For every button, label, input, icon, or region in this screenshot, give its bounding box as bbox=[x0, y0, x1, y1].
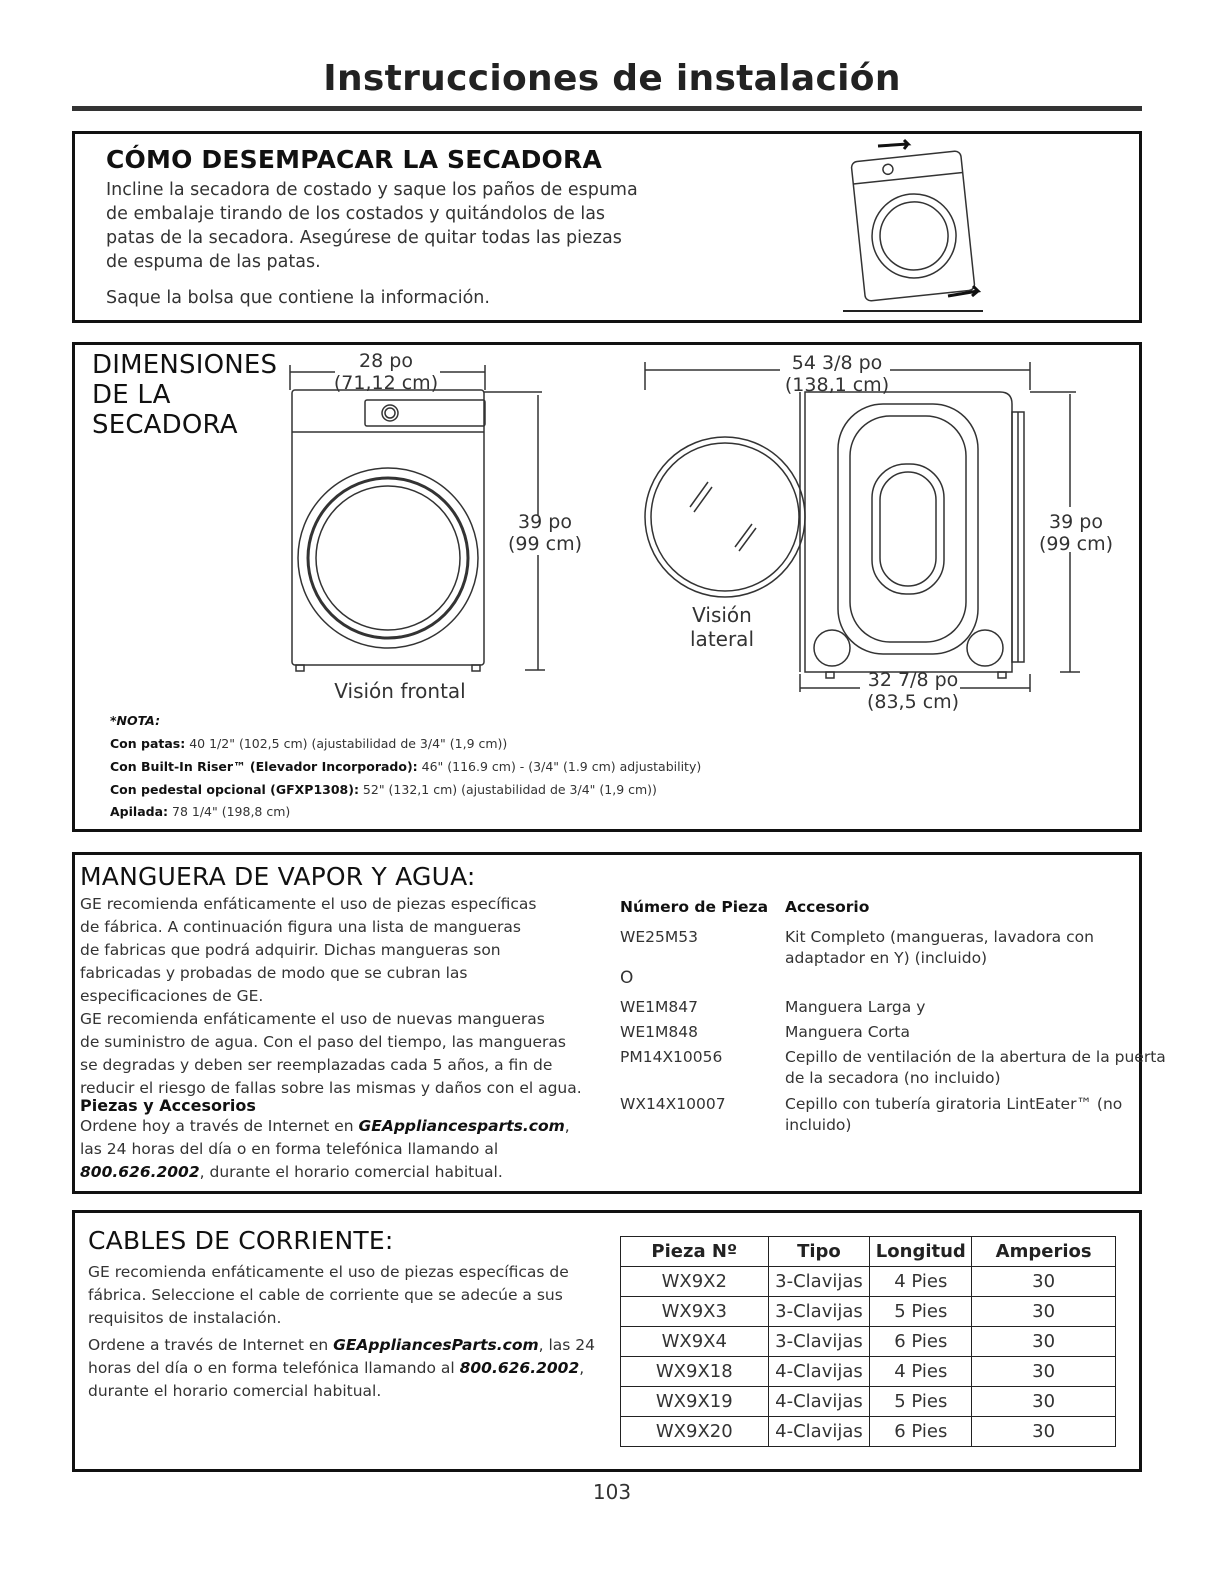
parts-column-header: Número de Pieza bbox=[620, 898, 769, 916]
side-view-caption: Visión lateral bbox=[690, 603, 754, 651]
hose-order-text: Ordene hoy a través de Internet en GEAppliancesparts.com, las 24 horas del día o en forma telefónica llamando al 800.626.2002, durante el horario comercial habitual. bbox=[80, 1117, 570, 1181]
table-row: WX9X2 3-Clavijas 4 Pies 30 bbox=[621, 1267, 1116, 1297]
part-number: WE1M847 bbox=[620, 998, 698, 1016]
hose-heading: MANGUERA DE VAPOR Y AGUA: bbox=[80, 862, 476, 891]
note-line: Con pedestal opcional (GFXP1308): 52" (132,1 cm) (ajustabilidad de 3/4" (1,9 cm)) bbox=[110, 782, 657, 797]
column-header: Longitud bbox=[870, 1237, 972, 1267]
table-row: WX9X20 4-Clavijas 6 Pies 30 bbox=[621, 1417, 1116, 1447]
table-row: WX9X19 4-Clavijas 5 Pies 30 bbox=[621, 1387, 1116, 1417]
hose-intro: GE recomienda enfáticamente el uso de piezas específicas de fábrica. A continuación figura una lista de mangueras de fabricas que podrá adquirir. Dichas mangueras son fabricadas y probadas de modo que se cubran las especificaciones de GE. GE recomienda enfáticamente el uso de nuevas mangueras de suministro de agua. Con el paso del tiempo, las mangueras se degradas y deben ser reemplazadas cada 5 años, a fin de reducir el riesgo de fallas sobre las mismas y daños con el agua. bbox=[80, 895, 582, 1097]
front-view-caption: Visión frontal bbox=[334, 679, 466, 703]
part-number: WE1M848 bbox=[620, 1023, 698, 1041]
title-rule bbox=[72, 106, 1142, 111]
tilted-dryer-illustration bbox=[838, 136, 988, 316]
dimensions-heading: DIMENSIONES DE LA SECADORA bbox=[92, 350, 278, 440]
order-site-link[interactable]: GEAppliancesParts.com bbox=[333, 1336, 539, 1354]
part-description: Cepillo de ventilación de la abertura de la puerta de la secadora (no incluido) bbox=[785, 1048, 1166, 1087]
part-description: Cepillo con tubería giratoria LintEater™ (no incluido) bbox=[785, 1095, 1123, 1134]
unpack-heading: CÓMO DESEMPACAR LA SECADORA bbox=[106, 145, 603, 174]
note-label: *NOTA: bbox=[110, 713, 161, 728]
page-number: 103 bbox=[592, 1480, 632, 1504]
side-depth-label: 54 3/8 po (138,1 cm) bbox=[784, 352, 890, 396]
front-width-label: 28 po (71,12 cm) bbox=[333, 350, 439, 394]
part-description: Kit Completo (mangueras, lavadora con adaptador en Y) (incluido) bbox=[785, 928, 1094, 967]
cables-intro: GE recomienda enfáticamente el uso de piezas específicas de fábrica. Seleccione el cable de corriente que se adecúe a sus requisitos de instalación. bbox=[88, 1263, 569, 1327]
note-line: Con Built-In Riser™ (Elevador Incorporado): 46" (116.9 cm) - (3/4" (1.9 cm) adjustability) bbox=[110, 759, 702, 774]
side-body-depth-label: 32 7/8 po (83,5 cm) bbox=[866, 669, 960, 713]
cables-order-text: Ordene a través de Internet en GEAppliancesParts.com, las 24 horas del día o en forma telefónica llamando al 800.626.2002, durante el horario comercial habitual. bbox=[88, 1336, 596, 1400]
front-height-label: 39 po (99 cm) bbox=[508, 511, 582, 555]
order-phone: 800.626.2002 bbox=[80, 1163, 200, 1181]
table-header-row bbox=[621, 1237, 1116, 1267]
side-height-label: 39 po (99 cm) bbox=[1039, 511, 1113, 555]
column-header: Tipo bbox=[768, 1237, 870, 1267]
page-title: Instrucciones de instalación bbox=[323, 58, 901, 99]
part-number: PM14X10056 bbox=[620, 1048, 723, 1066]
column-header: Pieza Nº bbox=[621, 1237, 769, 1267]
note-line: Apilada: 78 1/4" (198,8 cm) bbox=[110, 804, 291, 819]
parts-heading: Piezas y Accesorios bbox=[80, 1096, 256, 1115]
table-row: WX9X18 4-Clavijas 4 Pies 30 bbox=[621, 1357, 1116, 1387]
or-separator: O bbox=[620, 968, 634, 988]
part-number: WX14X10007 bbox=[620, 1095, 726, 1113]
cables-heading: CABLES DE CORRIENTE: bbox=[88, 1226, 394, 1255]
unpack-text: Incline la secadora de costado y saque los paños de espuma de embalaje tirando de los costados y quitándolos de las patas de la secadora. Asegúrese de quitar todas las piezas de espuma de las patas. bbox=[106, 180, 638, 272]
power-cord-table bbox=[620, 1236, 1116, 1447]
accessory-column-header: Accesorio bbox=[785, 898, 870, 916]
table-row: WX9X4 3-Clavijas 6 Pies 30 bbox=[621, 1327, 1116, 1357]
order-site-link[interactable]: GEAppliancesparts.com bbox=[358, 1117, 565, 1135]
arrow-top-icon bbox=[878, 140, 908, 149]
column-header: Amperios bbox=[972, 1237, 1116, 1267]
order-phone: 800.626.2002 bbox=[459, 1359, 580, 1377]
part-description: Manguera Corta bbox=[785, 1023, 910, 1041]
table-row: WX9X3 3-Clavijas 5 Pies 30 bbox=[621, 1297, 1116, 1327]
part-number: WE25M53 bbox=[620, 928, 698, 946]
unpack-bag-text: Saque la bolsa que contiene la información. bbox=[106, 288, 490, 308]
part-description: Manguera Larga y bbox=[785, 998, 926, 1016]
note-line: Con patas: 40 1/2" (102,5 cm) (ajustabilidad de 3/4" (1,9 cm)) bbox=[110, 736, 508, 751]
